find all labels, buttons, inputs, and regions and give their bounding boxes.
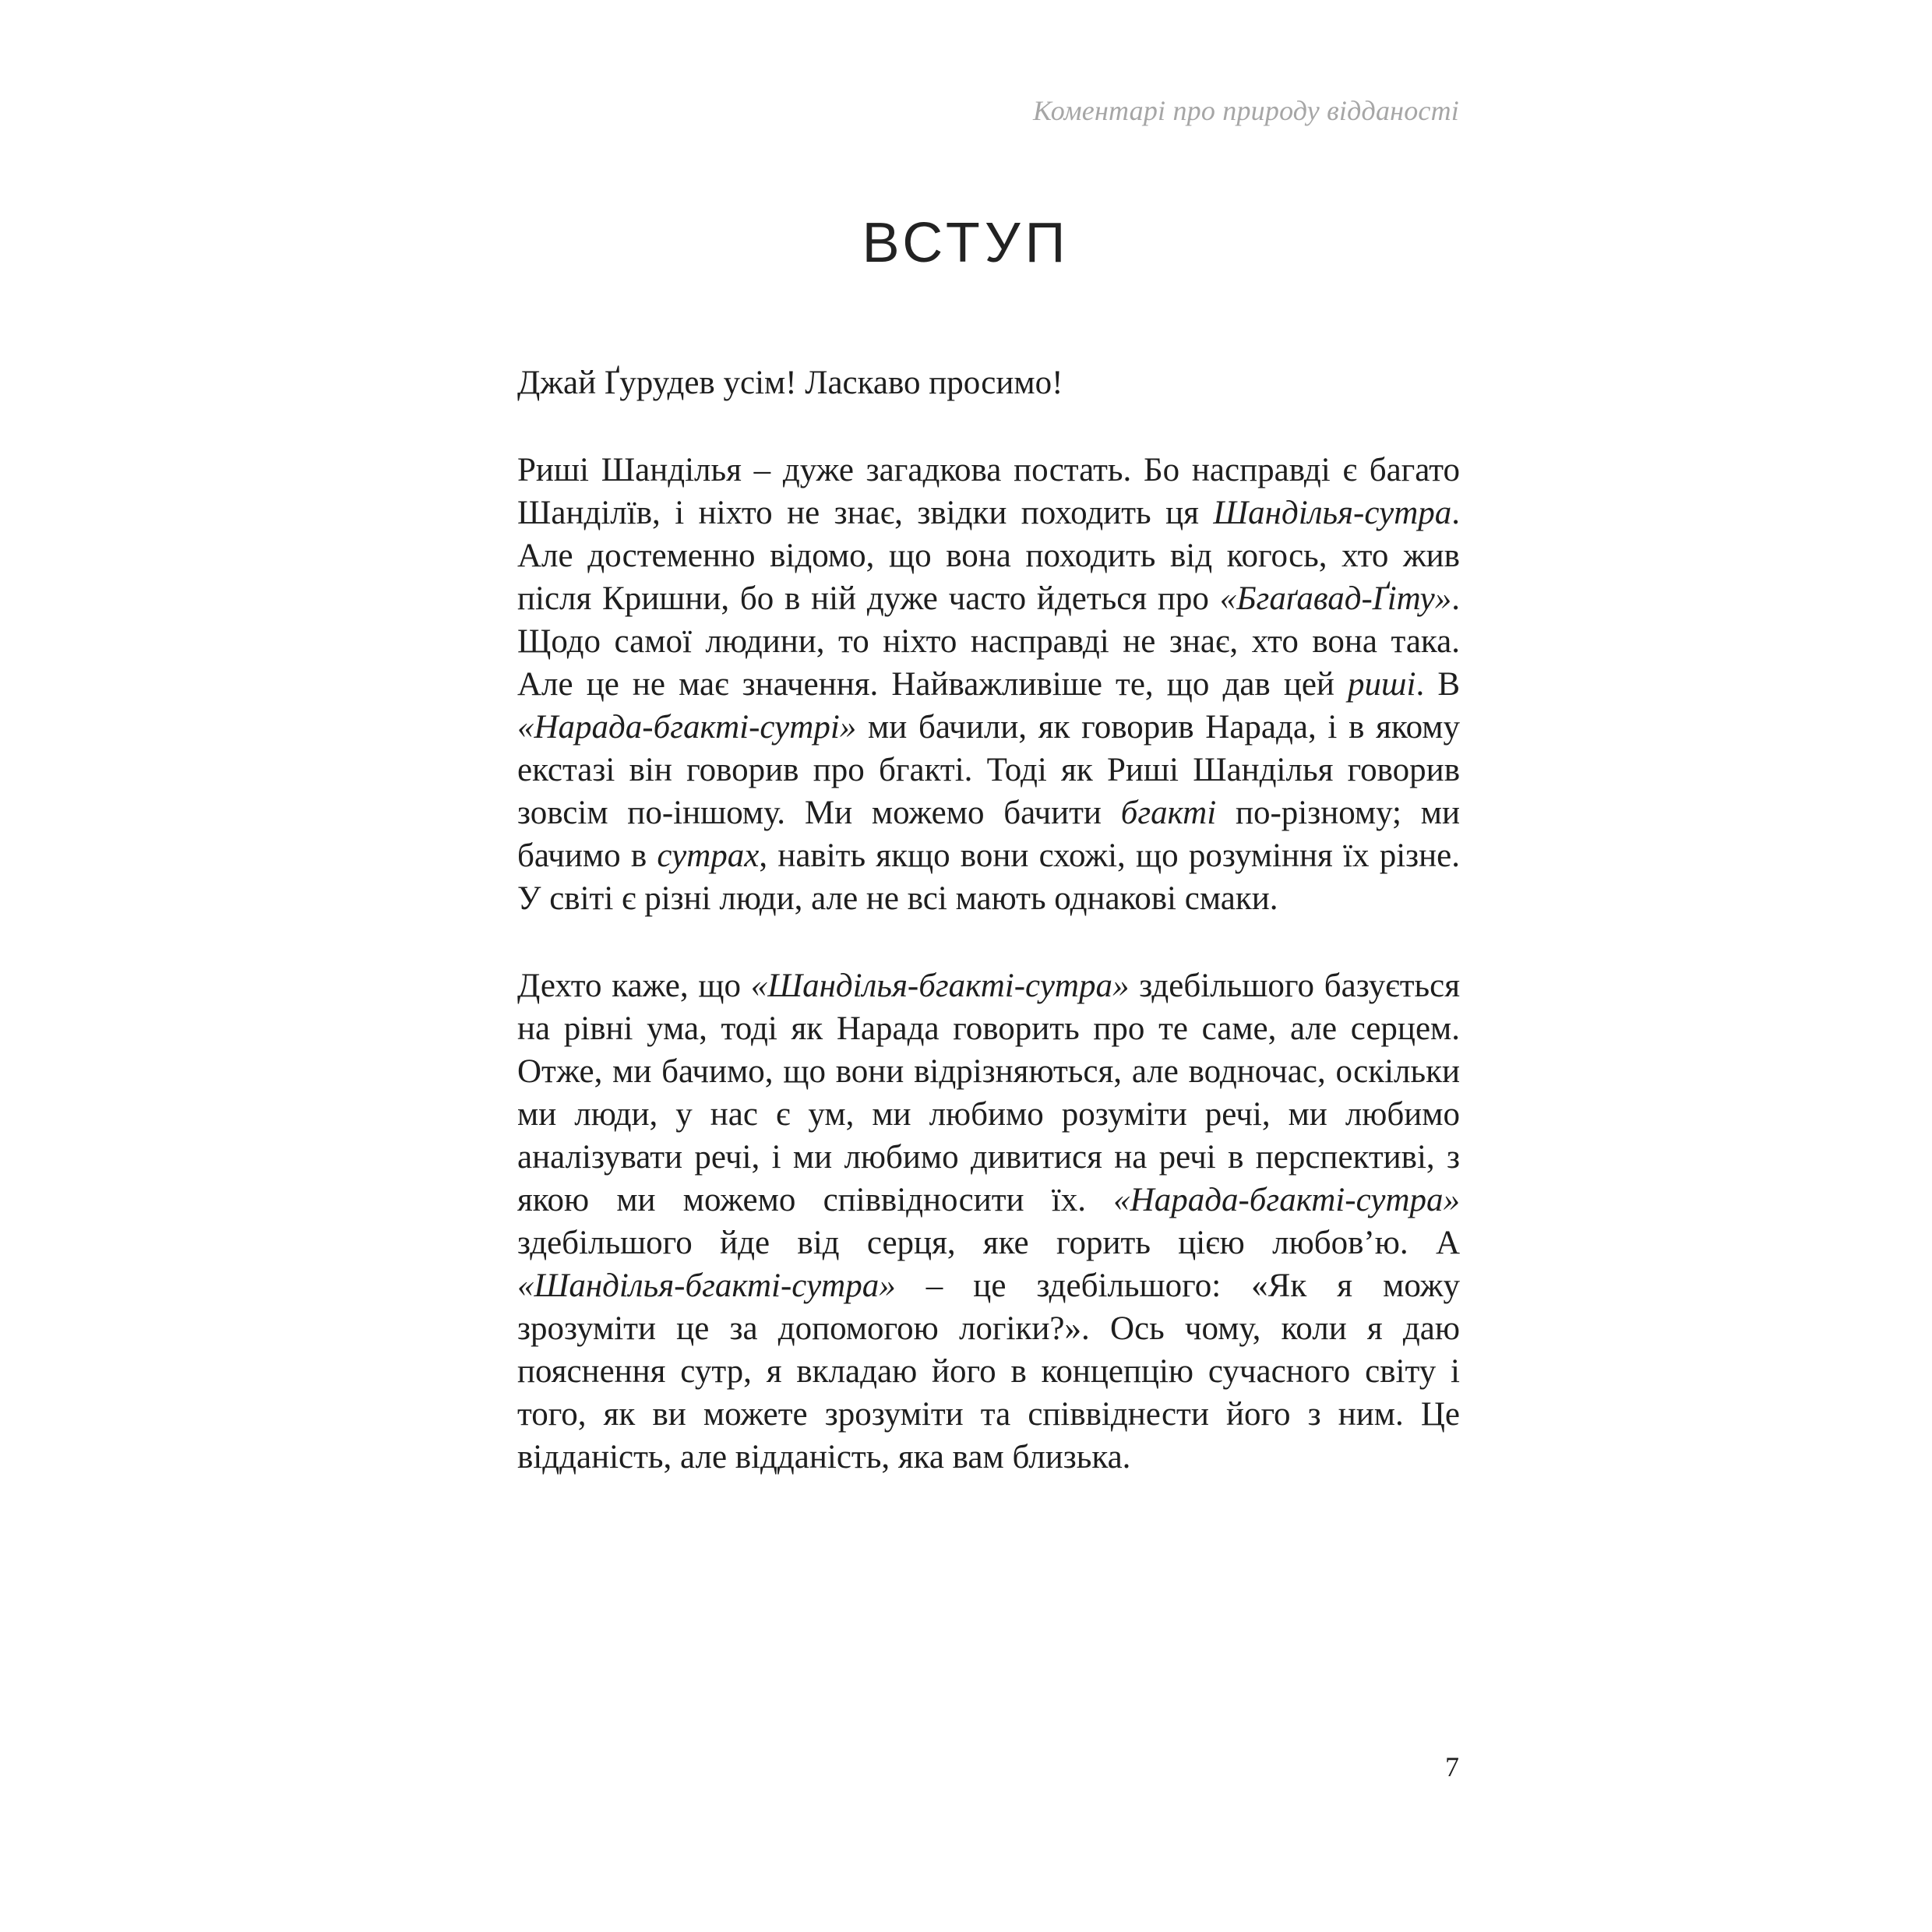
- text-segment: Дехто каже, що: [517, 968, 751, 1004]
- italic-term: «Нарада-бгакті-сутрі»: [517, 709, 857, 746]
- text-segment: Джай Ґурудев усім! Ласкаво просимо!: [517, 365, 1063, 401]
- paragraph-comparison: [517, 964, 1460, 1479]
- chapter-title: ВСТУП: [862, 212, 1070, 274]
- text-segment: – це здебільшого: «Як я можу зрозуміти це за допомогою логіки?». Ось чому, коли я даю пояснення сутр, я вкладаю його в концепцію сучасного світу і того, як ви можете зрозуміти та співвіднести його з ним. Це відданість, але відданість, яка вам близька.: [517, 1267, 1460, 1475]
- text-segment: Риші Шанділья – дуже загадкова постать. Бо насправді є багато Шанділїв, і ніхто не знає, звідки походить ця: [517, 452, 1460, 531]
- italic-term: сутрах: [657, 837, 760, 874]
- italic-term: бгакті: [1120, 795, 1217, 831]
- text-segment: . Щодо самої людини, то ніхто насправді не знає, хто вона така. Але це не має значення. Найважливіше те, що дав цей: [517, 580, 1460, 703]
- paragraph-rishi-shandilya: [517, 449, 1460, 920]
- italic-term: риші: [1348, 666, 1416, 703]
- running-header: Коментарі про природу відданості: [1033, 95, 1459, 126]
- text-segment: здебільшого йде від серця, яке горить цією любов’ю. А: [517, 1225, 1460, 1261]
- text-segment: ми бачили, як говорив Нарада, і в якому екстазі він говорив про бгакті. Тоді як Риші Шанділья говорив зовсім по-іншому. Ми можемо бачити: [517, 709, 1460, 831]
- text-segment: . Але достеменно відомо, що вона походить від когось, хто жив після Кришни, бо в ній дуже часто йдеться про: [517, 495, 1460, 617]
- italic-term: «Нарада-бгакті-сутра»: [1113, 1182, 1460, 1218]
- text-segment: . В: [1416, 666, 1460, 703]
- paragraph-greeting: [517, 361, 1460, 404]
- body-text: [517, 361, 1460, 1479]
- italic-term: «Шанділья-бгакті-сутра»: [750, 968, 1130, 1004]
- italic-term: «Шанділья-бгакті-сутра»: [517, 1267, 896, 1304]
- text-segment: по-різному; ми бачимо в: [517, 795, 1460, 874]
- page-number: 7: [1445, 1751, 1459, 1782]
- italic-term: «Бгаґавад-Ґіту»: [1219, 580, 1452, 617]
- text-segment: , навіть якщо вони схожі, що розуміння їх різне. У світі є різні люди, але не всі мають однакові смаки.: [517, 837, 1460, 917]
- text-segment: здебільшого базується на рівні ума, тоді як Нарада говорить про те саме, але серцем. Отже, ми бачимо, що вони відрізняються, але водночас, оскільки ми люди, у нас є ум, ми любимо розуміти речі, ми любимо аналізувати речі, і ми любимо дивитися на речі в перспективі, з якою ми можемо співвідносити їх.: [517, 968, 1460, 1218]
- italic-term: Шанділья-сутра: [1213, 495, 1452, 531]
